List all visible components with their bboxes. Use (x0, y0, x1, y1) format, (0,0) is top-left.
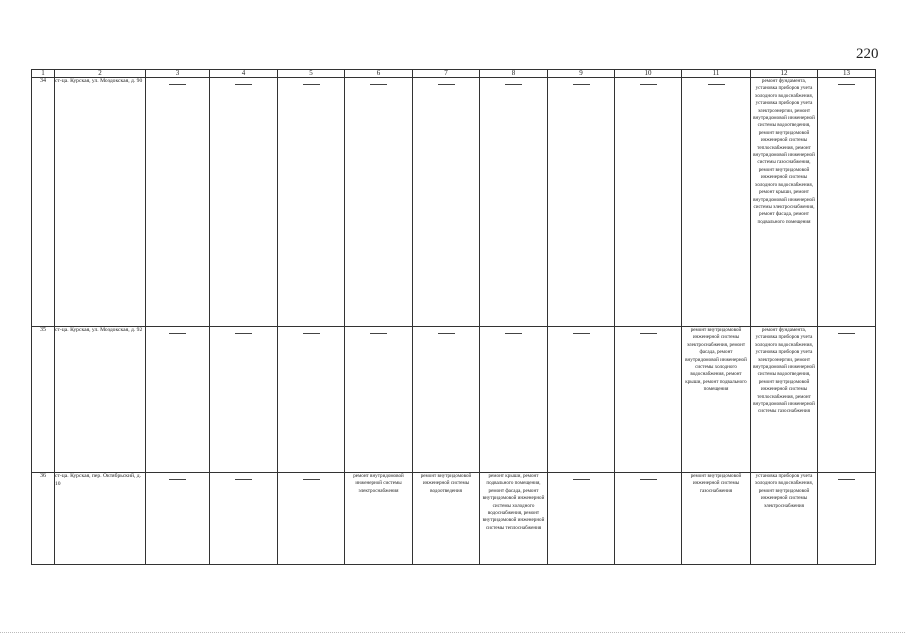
column-number: 5 (278, 70, 345, 78)
address-cell: ст-ца. Курская, ул. Моздокская, д. 90 (55, 78, 146, 327)
address-cell: ст-ца. Курская, пер. Октябрьский, д. 10 (55, 473, 146, 565)
work-cell (146, 473, 210, 565)
dash-mark (169, 479, 186, 480)
work-cell (480, 327, 548, 473)
work-cell (818, 473, 876, 565)
work-cell (146, 78, 210, 327)
dash-mark (235, 333, 252, 334)
dash-mark (169, 84, 186, 85)
dash-mark (640, 479, 657, 480)
dash-mark (438, 84, 455, 85)
scan-edge-line (0, 632, 905, 633)
table-row (32, 78, 876, 327)
dash-mark (303, 479, 320, 480)
row-number: 35 (32, 327, 55, 473)
column-number: 6 (345, 70, 413, 78)
dash-mark (505, 333, 522, 334)
dash-mark (838, 333, 855, 334)
column-number: 9 (548, 70, 615, 78)
page-number: 220 (856, 46, 879, 62)
work-cell (548, 473, 615, 565)
dash-mark (169, 333, 186, 334)
column-number: 3 (146, 70, 210, 78)
work-cell (278, 327, 345, 473)
work-cell (615, 78, 682, 327)
table-row (32, 473, 876, 565)
work-cell: ремонт внутридомовой инженерной системы электроснабжения (345, 473, 413, 565)
work-cell (146, 327, 210, 473)
row-number: 36 (32, 473, 55, 565)
dash-mark (235, 479, 252, 480)
work-cell (413, 327, 480, 473)
dash-mark (303, 333, 320, 334)
dash-mark (708, 84, 725, 85)
work-cell: ремонт фундамента, установка приборов учета холодного водоснабжения, установка приборов учета электроэнергии, ремонт внутридомовой инженерной системы водоотведения, ремонт внутридомовой инженерной системы теплоснабжения, ремонт внутридомовой инженерной системы газоснабжения (751, 327, 818, 473)
work-cell (210, 473, 278, 565)
dash-mark (573, 479, 590, 480)
column-number-row (32, 70, 876, 78)
work-cell (818, 327, 876, 473)
work-cell (413, 78, 480, 327)
works-table (31, 69, 876, 565)
work-cell (682, 78, 751, 327)
work-cell (210, 327, 278, 473)
work-cell (278, 78, 345, 327)
work-cell: ремонт фундамента, установка приборов учета холодного водоснабжения, установка приборов учета электроэнергии, ремонт внутридомовой инженерной системы водоотведения, ремонт внутридомовой инженерной системы теплоснабжения, ремонт внутридомовой инженерной системы газоснабжения, ремонт внутридомовой инженерной системы холодного водоснабжения, ремонт крыши, ремонт внутридомовой инженерной системы электроснабжения, ремонт фасада, ремонт подвального помещения (751, 78, 818, 327)
address-cell: ст-ца. Курская, ул. Моздокская, д. 92 (55, 327, 146, 473)
work-cell (480, 78, 548, 327)
dash-mark (370, 333, 387, 334)
work-cell (345, 327, 413, 473)
work-cell: ремонт внутридомовой инженерной системы газоснабжения (682, 473, 751, 565)
work-cell (548, 327, 615, 473)
work-cell: установка приборов учета холодного водоснабжения, ремонт внутридомовой инженерной системы электроснабжения (751, 473, 818, 565)
column-number: 10 (615, 70, 682, 78)
work-cell (210, 78, 278, 327)
column-number: 4 (210, 70, 278, 78)
dash-mark (573, 333, 590, 334)
work-cell: ремонт крыши, ремонт подвального помещения, ремонт фасада, ремонт внутридомовой инженерной системы холодного водоснабжения, ремонт внутридомовой инженерной системы теплоснабжения (480, 473, 548, 565)
column-number: 1 (32, 70, 55, 78)
work-cell (345, 78, 413, 327)
dash-mark (505, 84, 522, 85)
dash-mark (438, 333, 455, 334)
row-number: 34 (32, 78, 55, 327)
dash-mark (303, 84, 320, 85)
column-number: 7 (413, 70, 480, 78)
dash-mark (235, 84, 252, 85)
dash-mark (838, 84, 855, 85)
dash-mark (838, 479, 855, 480)
work-cell (278, 473, 345, 565)
dash-mark (370, 84, 387, 85)
work-cell (615, 327, 682, 473)
work-cell (548, 78, 615, 327)
dash-mark (640, 333, 657, 334)
column-number: 11 (682, 70, 751, 78)
work-cell (818, 78, 876, 327)
work-cell: ремонт внутридомовой инженерной системы электроснабжения, ремонт фасада, ремонт внутридомовой инженерной системы холодного водоснабжения, ремонт крыши, ремонт подвального помещения (682, 327, 751, 473)
dash-mark (640, 84, 657, 85)
column-number: 12 (751, 70, 818, 78)
work-cell (615, 473, 682, 565)
work-cell: ремонт внутридомовой инженерной системы водоотведения (413, 473, 480, 565)
column-number: 8 (480, 70, 548, 78)
table-row (32, 327, 876, 473)
column-number: 13 (818, 70, 876, 78)
dash-mark (573, 84, 590, 85)
column-number: 2 (55, 70, 146, 78)
